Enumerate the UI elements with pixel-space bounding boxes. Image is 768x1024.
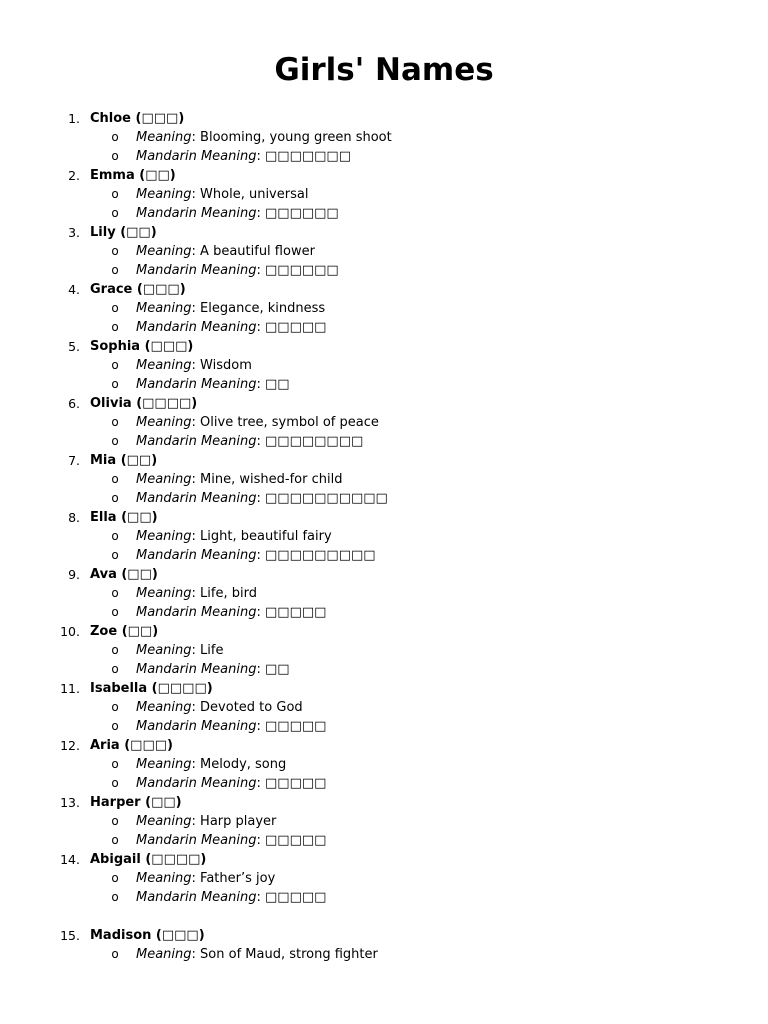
- mandarin-meaning-text: [136, 717, 326, 736]
- mandarin-meaning-text: [136, 831, 326, 850]
- mandarin-meaning-label: Mandarin Meaning: [136, 548, 257, 563]
- name-title: Harper (□□): [90, 795, 182, 810]
- meaning-row: [0, 812, 768, 831]
- meaning-separator: :: [191, 358, 201, 373]
- name-title: Madison (□□□): [90, 928, 205, 943]
- meaning-value: Elegance, kindness: [200, 301, 326, 316]
- mandarin-meaning-row: [0, 261, 768, 280]
- bullet-icon: o: [111, 263, 119, 277]
- bullet-icon: o: [111, 149, 119, 163]
- meaning-text: [136, 242, 315, 261]
- meaning-value: Harp player: [200, 814, 277, 829]
- bullet-icon: o: [111, 187, 119, 201]
- mandarin-meaning-row: [0, 774, 768, 793]
- name-entry: [0, 508, 768, 565]
- mandarin-meaning-label: Mandarin Meaning: [136, 890, 257, 905]
- mandarin-meaning-row: [0, 147, 768, 166]
- meaning-text: [136, 413, 379, 432]
- meaning-separator: :: [191, 415, 201, 430]
- name-entry: [0, 736, 768, 793]
- mandarin-meaning-row: [0, 888, 768, 907]
- meaning-text: [136, 869, 275, 888]
- meaning-text: [136, 945, 378, 964]
- name-heading: [0, 280, 768, 299]
- mandarin-separator: :: [256, 605, 266, 620]
- name-title: Grace (□□□): [90, 282, 186, 297]
- mandarin-meaning-row: [0, 432, 768, 451]
- meaning-text: [136, 755, 286, 774]
- meaning-label: Meaning: [136, 415, 192, 430]
- name-title: Chloe (□□□): [90, 111, 185, 126]
- name-entry: [0, 280, 768, 337]
- name-title: Aria (□□□): [90, 738, 173, 753]
- mandarin-meaning-value: □□□□□□: [265, 263, 339, 278]
- meaning-row: [0, 128, 768, 147]
- mandarin-meaning-value: □□□□□: [265, 776, 327, 791]
- mandarin-meaning-value: □□□□□: [265, 719, 327, 734]
- bullet-icon: o: [111, 605, 119, 619]
- meaning-text: [136, 698, 303, 717]
- mandarin-meaning-value: □□□□□: [265, 833, 327, 848]
- meaning-value: Life: [200, 643, 224, 658]
- mandarin-separator: :: [256, 548, 266, 563]
- meaning-value: Whole, universal: [200, 187, 309, 202]
- meaning-separator: :: [191, 871, 201, 886]
- name-heading: [0, 337, 768, 356]
- meaning-text: [136, 527, 332, 546]
- name-entry: [0, 337, 768, 394]
- meaning-row: [0, 470, 768, 489]
- list-number: 1.: [68, 111, 80, 126]
- mandarin-meaning-value: □□□□□□: [265, 206, 339, 221]
- name-heading: [0, 565, 768, 584]
- bullet-icon: o: [111, 415, 119, 429]
- name-heading: [0, 223, 768, 242]
- mandarin-separator: :: [256, 263, 266, 278]
- meaning-row: [0, 413, 768, 432]
- bullet-icon: o: [111, 491, 119, 505]
- mandarin-separator: :: [256, 377, 266, 392]
- name-entry: [0, 926, 768, 964]
- mandarin-meaning-label: Mandarin Meaning: [136, 320, 257, 335]
- bullet-icon: o: [111, 548, 119, 562]
- meaning-label: Meaning: [136, 529, 192, 544]
- mandarin-meaning-label: Mandarin Meaning: [136, 662, 257, 677]
- list-number: 15.: [60, 928, 80, 943]
- mandarin-meaning-row: [0, 375, 768, 394]
- bullet-icon: o: [111, 301, 119, 315]
- list-number: 13.: [60, 795, 80, 810]
- bullet-icon: o: [111, 643, 119, 657]
- mandarin-separator: :: [256, 662, 266, 677]
- mandarin-meaning-value: □□□□□□□□□: [265, 548, 376, 563]
- name-title: Lily (□□): [90, 225, 157, 240]
- name-entry: [0, 622, 768, 679]
- name-title: Olivia (□□□□): [90, 396, 198, 411]
- meaning-separator: :: [191, 947, 201, 962]
- meaning-value: Devoted to God: [200, 700, 303, 715]
- meaning-separator: :: [191, 814, 201, 829]
- list-number: 11.: [60, 681, 80, 696]
- meaning-label: Meaning: [136, 472, 192, 487]
- mandarin-meaning-text: [136, 318, 326, 337]
- name-heading: [0, 166, 768, 185]
- mandarin-meaning-row: [0, 660, 768, 679]
- list-number: 6.: [68, 396, 80, 411]
- mandarin-separator: :: [256, 206, 266, 221]
- meaning-value: Melody, song: [200, 757, 287, 772]
- mandarin-meaning-value: □□□□□: [265, 320, 327, 335]
- meaning-text: [136, 356, 252, 375]
- mandarin-meaning-value: □□□□□□□: [265, 149, 351, 164]
- list-number: 4.: [68, 282, 80, 297]
- name-heading: [0, 109, 768, 128]
- bullet-icon: o: [111, 206, 119, 220]
- meaning-text: [136, 470, 342, 489]
- meaning-separator: :: [191, 301, 201, 316]
- meaning-text: [136, 641, 223, 660]
- meaning-value: Mine, wished-for child: [200, 472, 343, 487]
- mandarin-meaning-text: [136, 147, 351, 166]
- mandarin-meaning-value: □□□□□□□□□□: [265, 491, 388, 506]
- meaning-label: Meaning: [136, 814, 192, 829]
- name-heading: [0, 508, 768, 527]
- mandarin-meaning-label: Mandarin Meaning: [136, 377, 257, 392]
- meaning-value: Wisdom: [200, 358, 252, 373]
- bullet-icon: o: [111, 377, 119, 391]
- meaning-separator: :: [191, 586, 201, 601]
- mandarin-meaning-text: [136, 375, 290, 394]
- name-title: Sophia (□□□): [90, 339, 194, 354]
- mandarin-separator: :: [256, 320, 266, 335]
- name-title: Abigail (□□□□): [90, 852, 207, 867]
- mandarin-meaning-text: [136, 204, 339, 223]
- meaning-value: Father’s joy: [200, 871, 276, 886]
- meaning-label: Meaning: [136, 700, 192, 715]
- bullet-icon: o: [111, 833, 119, 847]
- meaning-text: [136, 185, 308, 204]
- bullet-icon: o: [111, 776, 119, 790]
- mandarin-meaning-label: Mandarin Meaning: [136, 206, 257, 221]
- meaning-row: [0, 527, 768, 546]
- meaning-row: [0, 299, 768, 318]
- mandarin-meaning-row: [0, 204, 768, 223]
- meaning-separator: :: [191, 472, 201, 487]
- name-heading: [0, 736, 768, 755]
- mandarin-meaning-label: Mandarin Meaning: [136, 434, 257, 449]
- mandarin-separator: :: [256, 149, 266, 164]
- mandarin-meaning-value: □□□□□: [265, 605, 327, 620]
- name-title: Mia (□□): [90, 453, 158, 468]
- meaning-row: [0, 641, 768, 660]
- meaning-label: Meaning: [136, 757, 192, 772]
- meaning-value: Olive tree, symbol of peace: [200, 415, 379, 430]
- mandarin-meaning-text: [136, 774, 326, 793]
- mandarin-meaning-label: Mandarin Meaning: [136, 833, 257, 848]
- bullet-icon: o: [111, 814, 119, 828]
- mandarin-meaning-row: [0, 717, 768, 736]
- meaning-label: Meaning: [136, 947, 192, 962]
- meaning-label: Meaning: [136, 358, 192, 373]
- meaning-label: Meaning: [136, 130, 192, 145]
- meaning-text: [136, 584, 257, 603]
- bullet-icon: o: [111, 947, 119, 961]
- name-heading: [0, 679, 768, 698]
- bullet-icon: o: [111, 244, 119, 258]
- bullet-icon: o: [111, 890, 119, 904]
- meaning-separator: :: [191, 700, 201, 715]
- mandarin-meaning-row: [0, 546, 768, 565]
- meaning-value: A beautiful flower: [200, 244, 315, 259]
- bullet-icon: o: [111, 472, 119, 486]
- meaning-separator: :: [191, 187, 201, 202]
- list-number: 12.: [60, 738, 80, 753]
- mandarin-meaning-row: [0, 603, 768, 622]
- mandarin-meaning-text: [136, 261, 339, 280]
- mandarin-meaning-label: Mandarin Meaning: [136, 719, 257, 734]
- mandarin-meaning-value: □□: [265, 662, 290, 677]
- mandarin-meaning-label: Mandarin Meaning: [136, 263, 257, 278]
- meaning-label: Meaning: [136, 643, 192, 658]
- meaning-separator: :: [191, 130, 201, 145]
- meaning-row: [0, 185, 768, 204]
- mandarin-meaning-text: [136, 432, 363, 451]
- bullet-icon: o: [111, 358, 119, 372]
- meaning-row: [0, 698, 768, 717]
- name-heading: [0, 622, 768, 641]
- name-heading: [0, 850, 768, 869]
- mandarin-separator: :: [256, 434, 266, 449]
- name-entry: [0, 793, 768, 850]
- list-number: 3.: [68, 225, 80, 240]
- mandarin-meaning-label: Mandarin Meaning: [136, 605, 257, 620]
- meaning-row: [0, 242, 768, 261]
- bullet-icon: o: [111, 757, 119, 771]
- mandarin-meaning-text: [136, 546, 376, 565]
- mandarin-meaning-row: [0, 489, 768, 508]
- bullet-icon: o: [111, 700, 119, 714]
- meaning-value: Blooming, young green shoot: [200, 130, 392, 145]
- meaning-separator: :: [191, 643, 201, 658]
- name-title: Isabella (□□□□): [90, 681, 213, 696]
- mandarin-meaning-row: [0, 831, 768, 850]
- meaning-text: [136, 128, 392, 147]
- meaning-row: [0, 945, 768, 964]
- bullet-icon: o: [111, 529, 119, 543]
- name-entry: [0, 850, 768, 907]
- bullet-icon: o: [111, 130, 119, 144]
- mandarin-meaning-value: □□□□□□□□: [265, 434, 364, 449]
- mandarin-meaning-label: Mandarin Meaning: [136, 149, 257, 164]
- meaning-label: Meaning: [136, 301, 192, 316]
- blank-line: [0, 907, 768, 926]
- name-entry: [0, 223, 768, 280]
- mandarin-separator: :: [256, 719, 266, 734]
- name-title: Ella (□□): [90, 510, 158, 525]
- name-entry: [0, 451, 768, 508]
- meaning-text: [136, 812, 276, 831]
- mandarin-separator: :: [256, 833, 266, 848]
- mandarin-meaning-row: [0, 318, 768, 337]
- mandarin-separator: :: [256, 890, 266, 905]
- mandarin-meaning-label: Mandarin Meaning: [136, 491, 257, 506]
- list-number: 10.: [60, 624, 80, 639]
- name-title: Zoe (□□): [90, 624, 159, 639]
- meaning-separator: :: [191, 757, 201, 772]
- bullet-icon: o: [111, 586, 119, 600]
- name-entry: [0, 109, 768, 166]
- name-heading: [0, 926, 768, 945]
- page-title: Girls' Names: [274, 52, 494, 88]
- meaning-value: Light, beautiful fairy: [200, 529, 332, 544]
- list-number: 5.: [68, 339, 80, 354]
- bullet-icon: o: [111, 719, 119, 733]
- mandarin-meaning-text: [136, 888, 326, 907]
- name-entry: [0, 679, 768, 736]
- meaning-label: Meaning: [136, 871, 192, 886]
- mandarin-meaning-text: [136, 603, 326, 622]
- meaning-value: Son of Maud, strong fighter: [200, 947, 378, 962]
- meaning-label: Meaning: [136, 586, 192, 601]
- mandarin-meaning-text: [136, 489, 388, 508]
- name-heading: [0, 451, 768, 470]
- meaning-text: [136, 299, 325, 318]
- meaning-separator: :: [191, 529, 201, 544]
- meaning-label: Meaning: [136, 187, 192, 202]
- meaning-row: [0, 356, 768, 375]
- mandarin-meaning-value: □□□□□: [265, 890, 327, 905]
- list-number: 9.: [68, 567, 80, 582]
- name-heading: [0, 394, 768, 413]
- name-title: Emma (□□): [90, 168, 176, 183]
- name-heading: [0, 793, 768, 812]
- name-entry: [0, 565, 768, 622]
- name-title: Ava (□□): [90, 567, 158, 582]
- mandarin-separator: :: [256, 776, 266, 791]
- name-entry: [0, 394, 768, 451]
- meaning-row: [0, 584, 768, 603]
- bullet-icon: o: [111, 871, 119, 885]
- mandarin-meaning-value: □□: [265, 377, 290, 392]
- names-list: [0, 109, 768, 964]
- bullet-icon: o: [111, 320, 119, 334]
- meaning-label: Meaning: [136, 244, 192, 259]
- list-number: 14.: [60, 852, 80, 867]
- meaning-row: [0, 869, 768, 888]
- mandarin-meaning-label: Mandarin Meaning: [136, 776, 257, 791]
- meaning-separator: :: [191, 244, 201, 259]
- meaning-row: [0, 755, 768, 774]
- meaning-value: Life, bird: [200, 586, 257, 601]
- bullet-icon: o: [111, 434, 119, 448]
- bullet-icon: o: [111, 662, 119, 676]
- name-entry: [0, 166, 768, 223]
- list-number: 2.: [68, 168, 80, 183]
- list-number: 7.: [68, 453, 80, 468]
- mandarin-meaning-text: [136, 660, 290, 679]
- list-number: 8.: [68, 510, 80, 525]
- mandarin-separator: :: [256, 491, 266, 506]
